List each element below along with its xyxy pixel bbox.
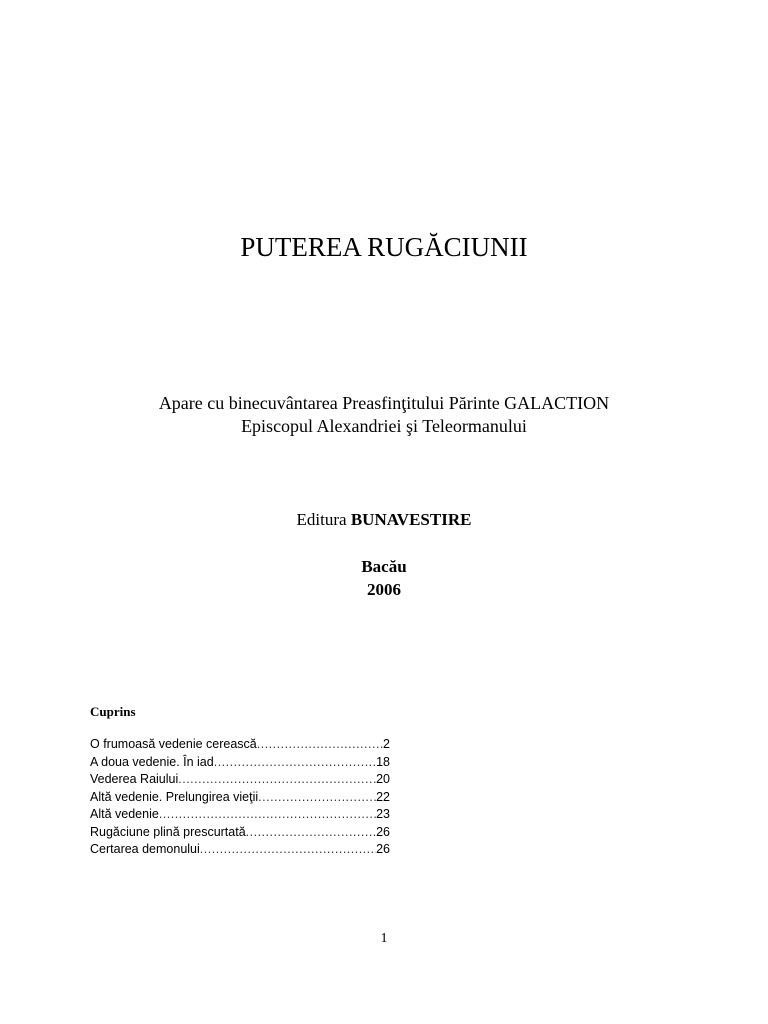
publisher-name: BUNAVESTIRE	[350, 510, 472, 529]
toc-item[interactable]	[90, 824, 390, 842]
page-number: 1	[380, 931, 388, 946]
toc-item-page: 26	[376, 824, 390, 839]
toc-leader-dots	[159, 806, 376, 824]
publication-city: Bacău	[361, 557, 407, 576]
toc-item-page: 22	[376, 789, 390, 804]
toc-item[interactable]	[90, 771, 390, 789]
table-of-contents	[90, 736, 390, 859]
toc-heading: Cuprins	[90, 704, 136, 719]
toc-item-title: Rugăciune plină prescurtată	[90, 824, 246, 839]
toc-item-page: 18	[376, 754, 390, 769]
publication-place	[0, 555, 768, 601]
toc-item[interactable]	[90, 789, 390, 807]
toc-item-title: Certarea demonului	[90, 842, 200, 856]
publisher-line	[0, 509, 768, 531]
toc-item-title: O frumoasă vedenie cerească	[90, 737, 257, 751]
toc-leader-dots	[246, 824, 376, 842]
publisher-prefix: Editura	[296, 510, 347, 529]
toc-item[interactable]	[90, 736, 390, 754]
toc-item[interactable]	[90, 754, 390, 772]
toc-item-page: 20	[376, 772, 390, 786]
toc-item-page: 26	[376, 842, 390, 856]
toc-item[interactable]	[90, 841, 390, 859]
publication-year: 2006	[367, 580, 401, 599]
toc-leader-dots	[178, 771, 376, 789]
toc-item-page: 2	[383, 737, 390, 751]
toc-item-title: Vederea Raiului	[90, 772, 179, 786]
toc-leader-dots	[214, 754, 376, 772]
toc-item-title: A doua vedenie. În iad	[90, 754, 214, 769]
toc-leader-dots	[200, 841, 376, 859]
toc-item-page: 23	[376, 807, 390, 821]
blessing-block	[0, 392, 768, 438]
toc-item[interactable]	[90, 806, 390, 824]
toc-item-title: Altă vedenie	[90, 807, 159, 821]
toc-leader-dots	[258, 789, 376, 807]
toc-item-title: Altă vedenie. Prelungirea vieţii	[90, 789, 259, 804]
document-title: PUTEREA RUGĂCIUNII	[240, 232, 528, 262]
blessing-line-2: Episcopul Alexandriei şi Teleormanului	[241, 416, 527, 436]
toc-leader-dots	[257, 736, 383, 754]
blessing-line-1: Apare cu binecuvântarea Preasfinţitului Părinte GALACTION	[158, 393, 610, 413]
